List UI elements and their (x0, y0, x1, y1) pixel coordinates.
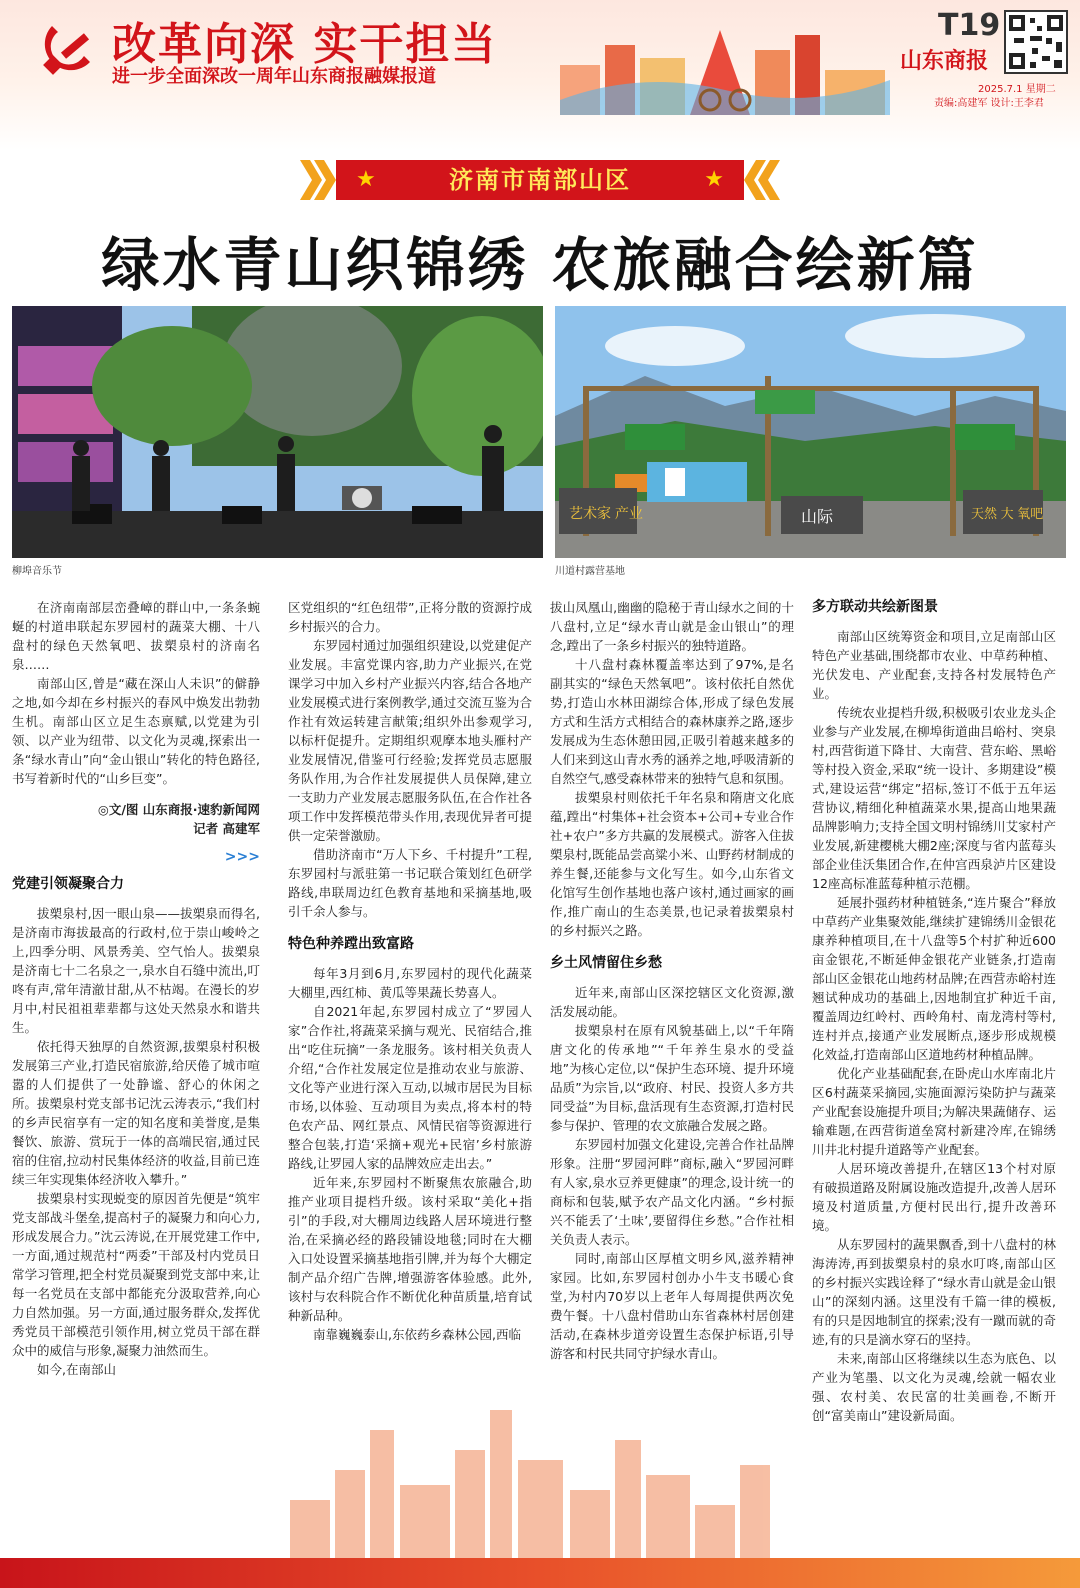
section-tag (300, 160, 780, 200)
photo-caption: 柳埠音乐节 (12, 566, 62, 577)
sign-art-industry: 艺术家 产业 (569, 505, 643, 521)
article-column-2 (288, 598, 532, 1344)
paragraph: 人居环境改善提升,在辖区13个村对原有破损道路及附属设施改造提升,改善人居环境及村道质量,方便村民出行,提升改善环境。 (812, 1161, 1056, 1233)
footer-band (0, 1558, 1080, 1588)
paragraph: 从东罗园村的蔬果飘香,到十八盘村的林海涛涛,再到拔槊泉村的泉水叮咚,南部山区的乡村振兴实践诠释了“绿水青山就是金山银山”的深刻内涵。这里没有千篇一律的模板,有的只是因地制宜的探索;没有一蹴而就的奇迹,有的只是滴水穿石的坚持。 (812, 1237, 1056, 1347)
article-column-1 (12, 598, 260, 1379)
photo-caption: 川道村露营基地 (555, 566, 625, 577)
paragraph: 在济南南部层峦叠嶂的群山中,一条条蜿蜒的村道串联起东罗园村的蔬菜大棚、十八盘村的绿色天然氧吧、拔槊泉村的济南名泉…… (12, 600, 260, 672)
page-number: T19 (938, 8, 1001, 43)
continue-arrow-icon: >>> (224, 849, 260, 865)
article-column-3 (550, 598, 794, 1363)
issue-date: 2025.7.1 星期二 (978, 84, 1056, 95)
subheading: 党建引领凝聚合力 (12, 876, 124, 892)
city-skyline-illustration (560, 10, 890, 115)
paragraph: 自2021年起,东罗园村成立了“罗园人家”合作社,将蔬菜采摘与观光、民宿结合,推出“吃住玩摘”一条龙服务。该村相关负责人介绍,“合作社发展定位是推动农业与旅游、文化等产业进行深入互动,以城市居民为目标市场,以体验、互动项目为卖点,将本村的特色农产品、网红景点、风情民宿等资源进行整合包装,打造‘采摘+观光+民宿’乡村旅游路线,让罗园人家的品牌效应走出去。” (288, 1004, 532, 1171)
paragraph: 借助济南市“万人下乡、千村提升”工程,东罗园村与派驻第一书记联合策划红色研学路线,串联周边红色教育基地和采摘基地,吸引千余人参与。 (288, 847, 532, 919)
byline-source: ◎文/图 山东商报·速豹新闻网 (97, 802, 260, 817)
paragraph: 每年3月到6月,东罗园村的现代化蔬菜大棚里,西红柿、黄瓜等果蔬长势喜人。 (288, 966, 532, 1000)
camping-base-photo (555, 306, 1066, 558)
editor-credits: 责编:高建军 设计:王李君 (934, 98, 1044, 109)
paragraph: 拔山凤凰山,幽幽的隐秘于青山绿水之间的十八盘村,立足“绿水青山就是金山银山”的理念,蹚出了一条乡村振兴的独特道路。 (550, 600, 794, 653)
banner-title: 改革向深 实干担当 (112, 19, 498, 70)
sign-natural-oxygen-bar: 天然 大 氧吧 (971, 506, 1044, 521)
sign-shanji: 山际 (801, 509, 834, 526)
page-banner (0, 0, 1080, 150)
star-icon: ★ (356, 167, 376, 192)
paragraph: 如今,在南部山 (37, 1362, 116, 1377)
party-emblem-icon (38, 14, 104, 80)
paragraph: 区党组织的“红色纽带”,正将分散的资源拧成乡村振兴的合力。 (288, 600, 532, 634)
music-festival-photo (12, 306, 543, 558)
paragraph: 依托得天独厚的自然资源,拔槊泉村积极发展第三产业,打造民宿旅游,给厌倦了城市喧嚣的人们提供了一处静谧、舒心的休闲之所。拔槊泉村党支部书记沈云涛表示,“我们村的乡声民宿享有一定的知名度和美誉度,是集餐饮、旅游、赏玩于一体的高端民宿,通过民宿的住宿,拉动村民集体经济的收益,目前已连续三年实现集体经济收入攀升。” (12, 1039, 260, 1187)
paragraph: 十八盘村森林覆盖率达到了97%,是名副其实的“绿色天然氧吧”。该村依托自然优势,打造山水林田湖综合体,形成了绿色发展方式和生活方式相结合的森林康养之路,逐步发展成为生态休憩田园,正吸引着越来越多的人们来到这山青水秀的涵养之地,呼吸清新的自然空气,感受森林带来的独特气息和氛围。 (550, 657, 794, 786)
byline-reporter: 记者 高建军 (193, 821, 260, 836)
paragraph: 近年来,南部山区深挖辖区文化资源,激活发展动能。 (550, 985, 794, 1019)
main-headline: 绿水青山织锦绣 农旅融合绘新篇 (101, 231, 979, 299)
newspaper-name: 山东商报 (900, 49, 989, 74)
paragraph: 南靠巍巍泰山,东依药乡森林公园,西临 (313, 1327, 521, 1342)
chevron-left-decoration-icon (300, 160, 336, 200)
paragraph: 拔槊泉村,因一眼山泉——拔槊泉而得名,是济南市海拔最高的行政村,位于崇山峻岭之上,四季分明、风景秀美、空气怡人。拔槊泉是济南七十二名泉之一,泉水自石缝中流出,叮咚有声,常年清澈甘甜,从不枯竭。在漫长的岁月中,村民祖祖辈辈都与这处天然泉水和谐共生。 (12, 906, 260, 1035)
paragraph: 南部山区统筹资金和项目,立足南部山区特色产业基础,围绕都市农业、中草药种植、光伏发电、产业配套,支持各村发展特色产业。 (812, 629, 1056, 701)
paragraph: 拔槊泉村则依托千年名泉和隋唐文化底蕴,蹚出“村集体+社会资本+公司+专业合作社+农户”多方共赢的发展模式。游客入住拔槊泉村,既能品尝高粱小米、山野药材制成的养生餐,还能参与文化写生。如今,山东省文化馆写生创作基地也落户该村,通过画家的画作,推广南山的生态美景,也记录着拔槊泉村的乡村振兴之路。 (550, 790, 794, 938)
section-tag-label: 济南市南部山区 (449, 165, 631, 194)
star-icon: ★ (704, 167, 724, 192)
subheading: 特色种养蹚出致富路 (288, 936, 414, 952)
qr-code-icon (1004, 10, 1068, 74)
chevron-right-decoration-icon (744, 160, 780, 200)
subheading: 多方联动共绘新图景 (812, 599, 938, 615)
paragraph: 拔槊泉村实现蜕变的原因首先便是“筑牢党支部战斗堡垒,提高村子的凝聚力和向心力,形成发展合力。”沈云涛说,在开展党建工作中,一方面,通过规范村“两委”干部及村内党员日常学习管理,把全村党员凝聚到党支部中来,让每一名党员在支部中都能充分汲取营养,向心力自然加强。另一方面,通过服务群众,发挥优秀党员干部模范引领作用,树立党员干部在群众中的威信与形象,凝聚力油然而生。 (12, 1191, 260, 1358)
paragraph: 东罗园村加强文化建设,完善合作社品牌形象。注册“罗园河畔”商标,融入“罗园河畔有人家,泉水豆养更健康”的理念,设计统一的商标和包装,赋予农产品文化内涵。“乡村振兴不能丢了‘土味’,要留得住乡愁。”合作社相关负责人表示。 (550, 1137, 794, 1247)
banner-subtitle: 进一步全面深改一周年山东商报融媒报道 (112, 66, 436, 87)
paragraph: 同时,南部山区厚植文明乡风,滋养精神家园。比如,东罗园村创办小牛支书暖心食堂,为村内70岁以上老年人每周提供两次免费午餐。十八盘村借助山东省森林村居创建活动,在森林步道旁设置生态保护标语,引导游客和村民共同守护绿水青山。 (550, 1251, 794, 1361)
paragraph: 未来,南部山区将继续以生态为底色、以产业为笔墨、以文化为灵魂,绘就一幅农业强、农村美、农民富的壮美画卷,不断开创“富美南山”建设新局面。 (812, 1351, 1056, 1423)
subheading: 乡土风情留住乡愁 (550, 955, 662, 971)
paragraph: 延展扑强药材种植链条,“连片聚合”释放中草药产业集聚效能,继续扩建锦绣川金银花康养种植项目,在十八盘等5个村扩种近600亩金银花,不断延伸金银花产业链条,打造南部山区金银花山地药材品牌;在西营赤峪村连翘试种成功的基础上,因地制宜扩种近千亩,覆盖周边红岭村、西岭角村、南龙湾村等村,连村并点,接通产业发展断点,逐步形成规模化效益,打造南部山区道地药材种植品牌。 (812, 895, 1056, 1062)
footer-city-illustration (280, 1390, 800, 1570)
paragraph: 南部山区,曾是“藏在深山人未识”的僻静之地,如今却在乡村振兴的春风中焕发出勃勃生机。南部山区立足生态禀赋,以党建为引领、以产业为纽带、以文化为灵魂,探索出一条“绿水青山”向“金山银山”转化的特色路径,书写着新时代的“山乡巨变”。 (12, 676, 260, 786)
paragraph: 近年来,东罗园村不断聚焦农旅融合,助推产业项目提档升级。该村采取“美化+指引”的手段,对大棚周边线路人居环境进行整治,在采摘必经的路段铺设地毯;同时在大棚入口处设置采摘基地指引牌,并为每个大棚定制产品介绍广告牌,增强游客体验感。此外,该村与农科院合作不断优化种苗质量,培育试种新品种。 (288, 1175, 532, 1323)
paragraph: 优化产业基础配套,在卧虎山水库南北片区6村蔬菜采摘园,实施面源污染防护与蔬菜产业配套设施提升项目;为解决果蔬储存、运输难题,在西营街道垒窝村新建冷库,在锦绣川井北村提升道路等产业配套。 (812, 1066, 1056, 1157)
paragraph: 东罗园村通过加强组织建设,以党建促产业发展。丰富党课内容,助力产业振兴,在党课学习中加入乡村产业振兴内容,结合各地产业发展模式进行案例教学,通过交流互鉴为合作社有效运转建言献策;组织外出参观学习,以标杆促提升。定期组织观摩本地头雁村产业发展情况,借鉴可行经验;发挥党员志愿服务队作用,为合作社发展提供人员保障,建立一支助力产业发展志愿服务队伍,在合作社各项工作中发挥模范带头作用,表现优异者可提供一定荣誉激励。 (288, 638, 532, 843)
article-column-4 (812, 598, 1056, 1425)
paragraph: 传统农业提档升级,积极吸引农业龙头企业参与产业发展,在柳埠街道曲吕峪村、突泉村,西营街道下降甘、大南营、营东峪、黑峪等村投入资金,采取“统一设计、多期建设”模式,建设运营“绑定”招标,签订不低于五年运营协议,精细化种植蔬菜水果,提高山地果蔬品牌影响力;支持全国文明村锦绣川艾家村产业发展,新建樱桃大棚2座;深度与省内蓝莓头部企业佳沃集团合作,在仲宫西泉泸片区建设12座高标准蓝莓种植示范棚。 (812, 705, 1056, 891)
paragraph: 拔槊泉村在原有风貌基础上,以“千年隋唐文化的传承地”“千年养生泉水的受益地”为核心定位,以“保护生态环境、提升环境品质”为宗旨,以“政府、村民、投资人多方共同受益”为目标,盘活现有生态资源,打造村民参与保护、管理的农文旅融合发展之路。 (550, 1023, 794, 1133)
